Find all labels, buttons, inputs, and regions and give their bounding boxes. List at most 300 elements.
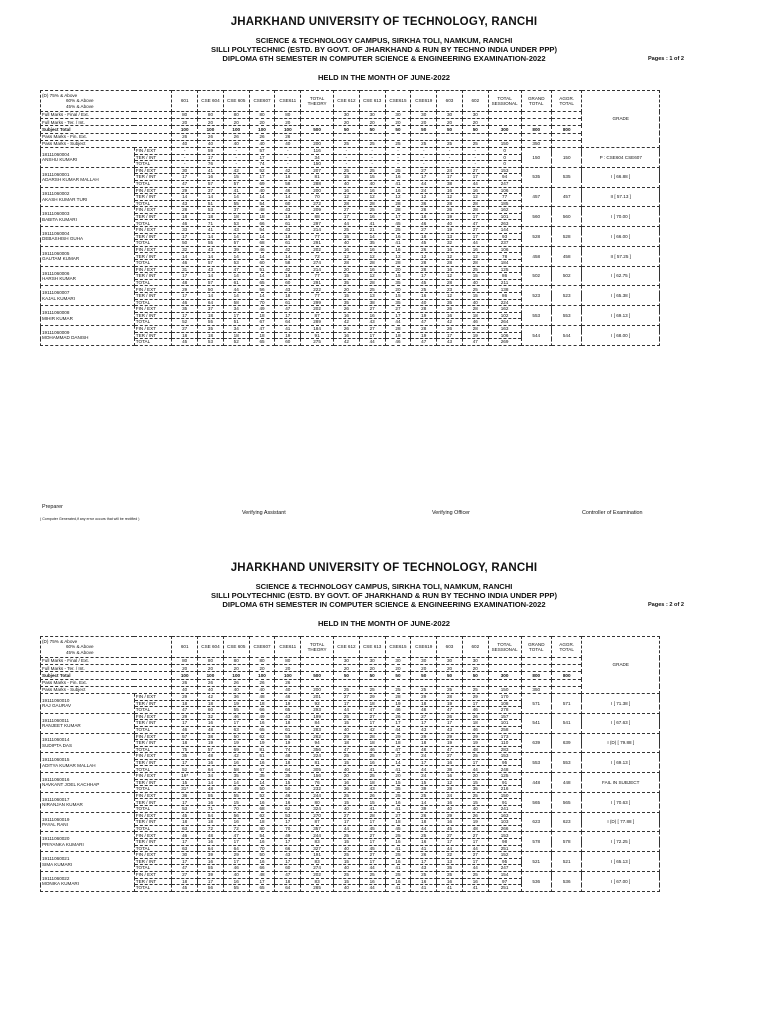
column-header: CSE615 [385,91,411,112]
mark-cell: 17 [359,858,385,865]
scheme-value: 40 [198,686,224,693]
mark-cell: 42 [275,266,301,273]
student-id-cell [41,852,135,872]
scheme-value: 50 [359,672,385,679]
scheme-value: 50 [385,126,411,133]
mark-cell: - [359,161,385,168]
marks-scheme-row [41,658,660,665]
mark-cell: 41 [275,325,301,332]
mark-cell: 16 [223,759,249,766]
mark-cell: 12 [437,194,463,201]
scheme-value: 50 [462,126,488,133]
mark-cell: 26 [437,325,463,332]
grand-total: 150 [521,147,551,167]
mark-cell: 15 [334,759,360,766]
mark-cell: 17 [437,332,463,339]
scheme-value: 40 [275,140,301,147]
mark-cell: 20 [462,773,488,780]
mark-cell: 17 [437,174,463,181]
student-name: NAVKANT JOEL KACHHAP [42,782,100,788]
scheme-value: 80 [172,658,198,665]
mark-cell: 16 [275,799,301,806]
aggregate-total: 521 [551,852,581,872]
mark-cell: 47 [223,832,249,839]
mark-cell: 29 [411,693,437,700]
student-name: ADITYA KUMAR MALLAH [42,762,96,768]
mark-cell: 48 [172,279,198,286]
scheme-value: 50 [411,672,437,679]
mark-type: FIN / EXT [134,266,172,273]
mark-cell: 19 [275,332,301,339]
scheme-value: 80 [172,112,198,119]
mark-cell: 49 [275,832,301,839]
mark-cell: 26 [411,812,437,819]
mark-cell: 29 [172,693,198,700]
mark-cell: - [275,161,301,168]
mark-cell: 29 [172,187,198,194]
mark-type: TOTAL [134,845,172,852]
mark-cell: 43 [359,786,385,793]
mark-cell: 18 [172,740,198,747]
mark-cell: 64 [223,845,249,852]
mark-cell: 27 [385,306,411,313]
mark-cell: 27 [411,227,437,234]
mark-cell: 17 [249,174,275,181]
student-row [41,227,660,234]
mark-cell: 54 [198,812,224,819]
mark-cell: 43 [275,852,301,859]
mark-cell: 16 [437,773,463,780]
mark-cell: 12 [334,194,360,201]
mark-cell: 19 [198,740,224,747]
mark-cell: 247 [488,180,521,187]
mark-cell: 13 [359,293,385,300]
mark-type: FIN / EXT [134,246,172,253]
mark-cell: 74 [275,746,301,753]
mark-cell: 19 [462,819,488,826]
roll-number: 19111060002 [42,191,70,197]
student-name: PAYAL RANI [42,822,68,828]
student-row [41,753,660,760]
scheme-value [551,686,581,693]
student-id-cell [41,286,135,306]
mark-cell: 18 [385,819,411,826]
mark-cell: 41 [411,885,437,892]
aggregate-total: 535 [551,167,581,187]
mark-cell: 18 [275,293,301,300]
mark-cell: 48 [198,726,224,733]
mark-cell: 41 [385,845,411,852]
mark-cell: 16 [385,799,411,806]
mark-cell: 15 [359,799,385,806]
mark-cell: - [172,161,198,168]
mark-cell: 12 [359,253,385,260]
mark-cell: 65 [275,707,301,714]
scheme-value: 20 [462,119,488,126]
mark-cell: 16 [359,213,385,220]
held-line: HELD IN THE MONTH OF JUNE-2022 [317,619,451,628]
mark-cell: 18 [275,759,301,766]
mark-cell: 28 [437,200,463,207]
mark-cell: 64 [275,766,301,773]
column-header: TOTAL THEORY [301,637,334,658]
mark-cell: 35 [437,865,463,872]
mark-cell: 17 [462,174,488,181]
mark-cell: 28 [411,325,437,332]
mark-cell: 46 [275,693,301,700]
mark-cell: 55 [223,200,249,207]
scheme-value: 80 [249,658,275,665]
scheme-value [437,133,463,140]
mark-cell: - [275,147,301,154]
roll-number: 19111060017 [42,796,70,802]
mark-cell: 67 [249,766,275,773]
mark-cell: 43 [275,286,301,293]
scheme-value: 20 [223,665,249,672]
scheme-value: 100 [223,672,249,679]
mark-cell: 18 [223,332,249,339]
mark-cell: 14 [223,253,249,260]
mark-cell: 32 [172,246,198,253]
mark-cell: 17 [462,213,488,220]
mark-cell: 207 [301,167,334,174]
mark-cell: 44 [411,180,437,187]
mark-cell: 291 [301,240,334,247]
mark-cell: 49 [249,306,275,313]
scheme-value: 80 [198,112,224,119]
mark-cell: 224 [488,299,521,306]
grand-total: 560 [521,207,551,227]
computer-note: ( Computer Generated,if any error occurs that will be rectified ) [40,517,140,521]
mark-cell: 15 [359,174,385,181]
mark-type: FIN / EXT [134,306,172,313]
mark-cell: 65 [249,279,275,286]
student-name: BABITA KUMARI [42,216,77,222]
mark-cell: 16 [462,187,488,194]
mark-cell: 47 [172,180,198,187]
mark-cell: 12 [411,253,437,260]
mark-cell: 47 [334,746,360,753]
scheme-value [411,679,437,686]
mark-type: FIN / EXT [134,187,172,194]
mark-cell: 152 [488,852,521,859]
aggregate-total: 541 [551,713,581,733]
mark-cell: 15 [385,293,411,300]
mark-cell: 28 [462,200,488,207]
mark-type: FIN / EXT [134,325,172,332]
mark-cell: 14 [385,759,411,766]
aggregate-total: 623 [551,812,581,832]
mark-cell: 87 [301,819,334,826]
mark-cell: 12 [437,293,463,300]
scheme-value: 20 [385,665,411,672]
mark-cell: 47 [172,865,198,872]
mark-cell: 18 [334,740,360,747]
mark-cell: 14 [249,273,275,280]
scheme-value [551,119,581,126]
mark-cell: 26 [385,713,411,720]
column-header: CSE 604 [198,637,224,658]
mark-cell: 14 [411,799,437,806]
mark-cell: 98 [488,839,521,846]
mark-cell: 28 [172,207,198,214]
mark-cell: 25 [359,773,385,780]
mark-cell: 15 [385,273,411,280]
grade-result: I [ 65.13 ] [582,852,660,872]
mark-cell: 20 [385,773,411,780]
scheme-value: 30 [462,112,488,119]
scheme-value: 30 [437,112,463,119]
mark-cell: 25 [385,167,411,174]
scheme-value [411,133,437,140]
roll-number: 19111060020 [42,836,70,842]
mark-cell: 184 [488,260,521,267]
mark-cell: 61 [275,240,301,247]
mark-cell: 25 [462,266,488,273]
mark-cell: 46 [275,187,301,194]
mark-cell: 86 [488,273,521,280]
mark-cell: 42 [275,246,301,253]
mark-cell: 18 [198,332,224,339]
mark-cell: 16 [198,759,224,766]
column-header: 603 [437,637,463,658]
mark-cell: 48 [198,832,224,839]
mark-cell: 22 [437,852,463,859]
mark-cell: 17 [437,720,463,727]
mark-cell: 13 [437,233,463,240]
scheme-value [359,133,385,140]
mark-cell: 16 [275,174,301,181]
roll-number: 19111060010 [42,697,70,703]
mark-cell: 27 [359,713,385,720]
scheme-value: 30 [411,112,437,119]
mark-cell: 44 [359,865,385,872]
aggregate-total: 536 [551,871,581,891]
mark-cell: 18 [411,700,437,707]
mark-cell: - [385,154,411,161]
mark-cell: 27 [411,167,437,174]
mark-cell: 40 [437,806,463,813]
page-count: Pages : 1 of 2 [647,56,684,62]
scheme-value: 30 [437,658,463,665]
mark-cell: 28 [359,812,385,819]
mark-cell: 44 [385,319,411,326]
mark-cell: 91 [488,799,521,806]
mark-cell: 88 [301,213,334,220]
mark-cell: 40 [462,299,488,306]
mark-cell: 18 [275,213,301,220]
mark-cell: 28 [462,325,488,332]
mark-cell: 16 [359,246,385,253]
mark-type: TOTAL [134,279,172,286]
mark-type: FIN / EXT [134,167,172,174]
student-name: SIMA KUMARI [42,861,73,867]
mark-cell: 18 [275,233,301,240]
scheme-value: 150 [488,140,521,147]
mark-cell: 19 [223,700,249,707]
mark-cell: 16 [334,332,360,339]
mark-cell: 16 [198,799,224,806]
mark-cell: 153 [488,832,521,839]
grade-key [41,637,172,658]
mark-cell: 51 [198,200,224,207]
mark-type: TOTAL [134,726,172,733]
mark-cell: 26 [359,792,385,799]
student-id-cell [41,147,135,167]
mark-type: TER / INT [134,799,172,806]
mark-cell: 40 [334,240,360,247]
scheme-value: 20 [334,665,360,672]
mark-cell: 25 [334,227,360,234]
mark-cell: 28 [385,325,411,332]
mark-cell: 27 [437,832,463,839]
mark-cell: 64 [275,885,301,892]
mark-cell: 116 [301,147,334,154]
mark-cell: 52 [223,339,249,346]
mark-cell: 42 [223,167,249,174]
mark-cell: 291 [301,279,334,286]
mark-cell: 17 [223,858,249,865]
mark-cell: - [462,161,488,168]
mark-type: TER / INT [134,332,172,339]
mark-cell: 25 [359,286,385,293]
mark-cell: 55 [223,707,249,714]
held-line: HELD IN THE MONTH OF JUNE-2022 [317,73,451,82]
mark-cell: 13 [437,858,463,865]
grade-result: I [ 65.38 ] [582,286,660,306]
aggregate-total: 571 [551,693,581,713]
mark-cell: 18 [172,700,198,707]
grade-key-1: (D) 75% & Above [42,638,78,644]
mark-type: FIN / EXT [134,852,172,859]
mark-cell: 14 [249,779,275,786]
mark-cell: 18 [198,312,224,319]
scheme-value: 26 [198,133,224,140]
mark-cell: 48 [411,707,437,714]
mark-cell: 43 [198,266,224,273]
marks-scheme-row [41,126,660,133]
mark-type: TOTAL [134,707,172,714]
grade-key-1: (D) 75% & Above [42,92,78,98]
mark-cell: 44 [334,707,360,714]
grade-key-2: 60% & Above [66,98,94,104]
mark-cell: 56 [249,286,275,293]
scheme-value [551,679,581,686]
mark-type: TOTAL [134,786,172,793]
mark-cell: - [437,154,463,161]
scheme-value: 100 [275,672,301,679]
scheme-label: Full Marks - Ter. / Int. [41,665,172,672]
scheme-value: 100 [198,672,224,679]
student-name: HARSH KUMAR [42,276,76,282]
student-row [41,187,660,194]
mark-cell: 37 [198,187,224,194]
mark-cell: 28 [359,260,385,267]
scheme-value: 20 [198,119,224,126]
mark-type: TOTAL [134,766,172,773]
mark-cell: 26 [334,325,360,332]
mark-cell: 16 [334,779,360,786]
mark-cell: 31 [172,266,198,273]
mark-cell: 14 [223,194,249,201]
mark-cell: 14 [249,253,275,260]
mark-cell: 25 [334,832,360,839]
scheme-value: 40 [275,686,301,693]
mark-cell: 48 [249,207,275,214]
university-title: JHARKHAND UNIVERSITY OF TECHNOLOGY, RANCHI [230,16,538,28]
mark-cell: 12 [385,253,411,260]
mark-cell: - [223,147,249,154]
mark-cell: 38 [437,766,463,773]
scheme-value: 100 [198,126,224,133]
mark-cell: 28 [437,279,463,286]
column-header: CSE 612 [334,637,360,658]
mark-cell: 25 [411,871,437,878]
scheme-label: Subject Total [41,126,172,133]
mark-cell: 16 [437,187,463,194]
scheme-value: 40 [223,140,249,147]
roll-number: 19111060015 [42,757,70,763]
mark-cell: 14 [172,194,198,201]
mark-cell: 48 [275,753,301,760]
mark-cell: 50 [198,286,224,293]
mark-cell: 54 [249,200,275,207]
mark-type: TER / INT [134,878,172,885]
mark-cell: 36 [172,792,198,799]
mark-cell: 55 [198,240,224,247]
mark-type: FIN / EXT [134,871,172,878]
scheme-value [521,665,551,672]
mark-cell: 305 [301,766,334,773]
mark-cell: 40 [334,766,360,773]
mark-type: TER / INT [134,233,172,240]
mark-cell: 0 [488,161,521,168]
mark-cell: 57 [223,240,249,247]
grade-result: I [ 67.00 ] [582,871,660,891]
column-header: 602 [462,637,488,658]
mark-cell: 60 [275,200,301,207]
mark-cell: 26 [437,306,463,313]
mark-cell: 16 [385,858,411,865]
mark-cell: 12 [411,194,437,201]
mark-cell: 33 [172,227,198,234]
mark-cell: 19 [437,227,463,234]
mark-cell: 44 [462,845,488,852]
mark-cell: 47 [411,319,437,326]
scheme-value: 500 [301,672,334,679]
column-header: GRAND TOTAL [521,637,551,658]
mark-cell: 106 [488,332,521,339]
mark-cell: - [172,154,198,161]
student-name: RANJEET KUMAR [42,723,81,729]
mark-cell: 16 [385,233,411,240]
student-row [41,306,660,313]
result-page-2 [0,546,768,1024]
scheme-value: 80 [275,658,301,665]
mark-cell: 16 [385,174,411,181]
grade-result: I [ 67.63 ] [582,713,660,733]
mark-cell: 45 [411,279,437,286]
scheme-value [359,679,385,686]
grade-key-3: 45% & Above [66,103,94,109]
mark-type: TOTAL [134,180,172,187]
mark-cell: 18 [172,332,198,339]
column-header: CSE 604 [198,91,224,112]
grand-total: 448 [521,773,551,793]
mark-cell: 47 [437,746,463,753]
mark-cell: 87 [301,312,334,319]
column-header: CSE619 [411,637,437,658]
